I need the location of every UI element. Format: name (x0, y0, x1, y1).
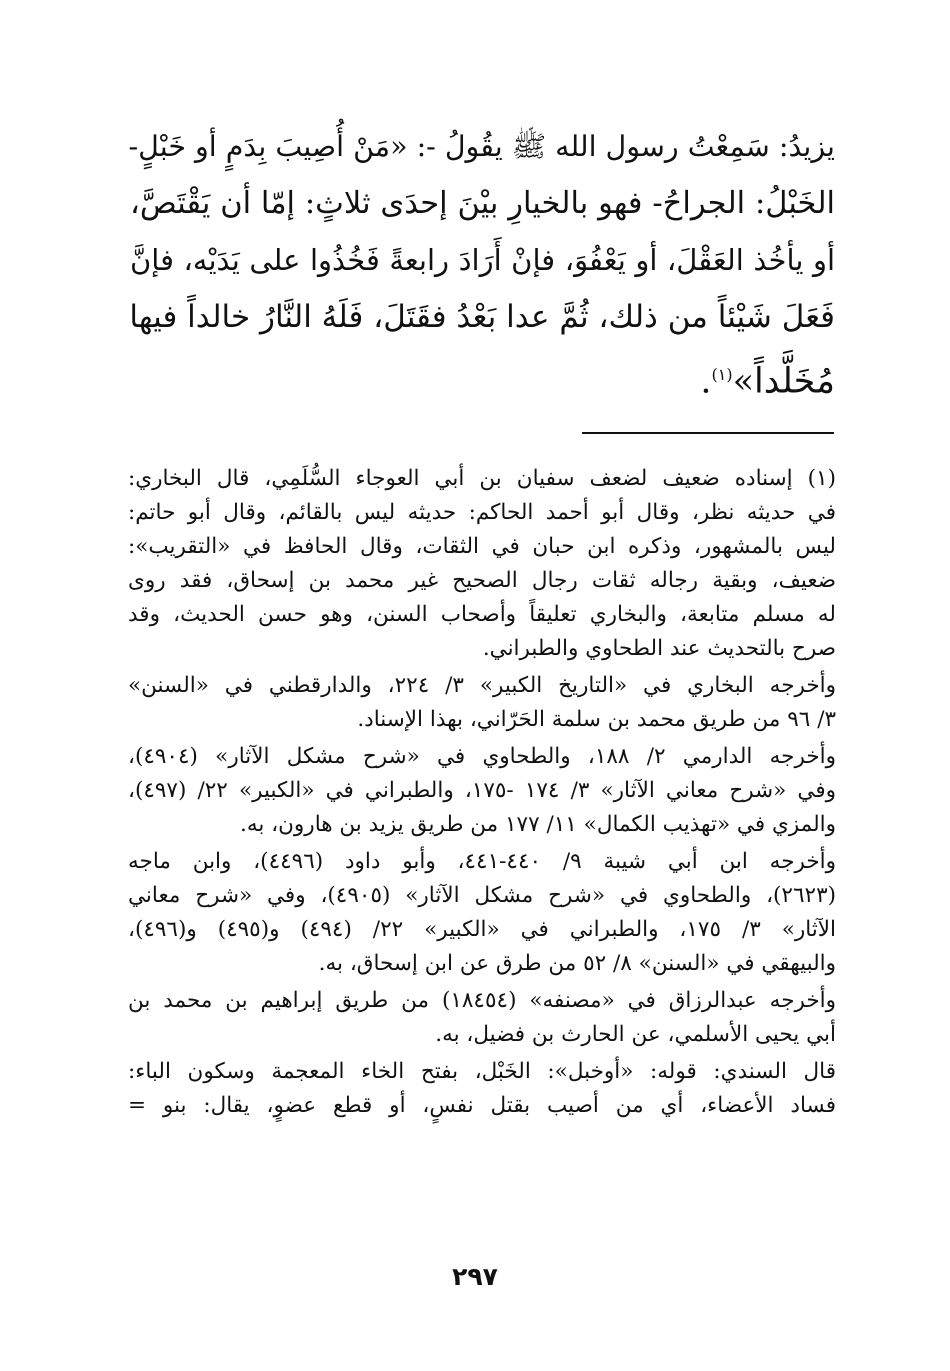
main-line: فَعَلَ شَيْئاً من ذلك، ثُمَّ عدا بَعْدُ فقَتَلَ، فَلَهُ النَّارُ خالداً فيها (129, 299, 835, 335)
footnote-paragraph (128, 984, 836, 1052)
main-line: يزيدُ: سَمِعْتُ رسول الله ﷺ يقُولُ -: «مَنْ أُصِيبَ بِدَمٍ أو خَبْلٍ- (128, 130, 835, 163)
footnote-line: وأخرجه ابن أبي شيبة ٩/ ٤٤٠-٤٤١، وأبو داود (٤٤٩٦)، وابن ماجه (128, 849, 837, 874)
footnote-line: (١) إسناده ضعيف لضعف سفيان بن أبي العوجاء السُّلَمِي، قال البخاري: (128, 466, 836, 491)
footnote-paragraph (128, 462, 836, 666)
footnote-paragraph (128, 845, 836, 981)
page-number: ٢٩٧ (452, 1262, 498, 1291)
footnote-line: في حديثه نظر، وقال أبو أحمد الحاكم: حديثه ليس بالقائم، وقال أبو حاتم: (128, 500, 836, 525)
footnote-line: أبي يحيى الأسلمي، عن الحارث بن فضيل، به. (435, 1022, 836, 1047)
footnote-line: صرح بالتحديث عند الطحاوي والطبراني. (482, 636, 836, 661)
hadith-text (130, 118, 835, 403)
footnote-line: قال السندي: قوله: «أوخبل»: الخَبْل، بفتح الخاء المعجمة وسكون الباء: (128, 1059, 836, 1084)
footnote-paragraph (128, 1055, 836, 1123)
footnote-line: وأخرجه عبدالرزاق في «مصنفه» (١٨٤٥٤) من طريق إبراهيم بن محمد بن (128, 988, 836, 1013)
footnote-line: الآثار» ٣/ ١٧٥، والطبراني في «الكبير» ٢٢/ (٤٩٤) و(٤٩٥) و(٤٩٦)، (128, 917, 837, 942)
footnote-line: وأخرجه الدارمي ٢/ ١٨٨، والطحاوي في «شرح مشكل الآثار» (٤٩٠٤)، (128, 744, 836, 769)
main-line: الخَبْلُ: الجراحُ- فهو بالخيارِ بيْنَ إحدَى ثلاثٍ: إمّا أن يَقْتَصَّ، (130, 186, 835, 221)
footnote-line: وفي «شرح معاني الآثار» ٣/ ١٧٤ -١٧٥، والطبراني في «الكبير» ٢٢/ (٤٩٧)، (128, 778, 836, 803)
footnote-paragraph (128, 740, 836, 842)
main-line-last (130, 346, 835, 403)
footnote-line: له مسلم متابعة، والبخاري تعليقاً وأصحاب السنن، وهو حسن الحديث، وقد (128, 602, 836, 627)
footnotes (128, 462, 836, 1123)
footnote-line: ضعيف، وبقية رجاله ثقات رجال الصحيح غير محمد بن إسحاق، فقد روى (128, 568, 836, 593)
footnote-line: ليس بالمشهور، وذكره ابن حبان في الثقات، وقال الحافظ في «التقريب»: (128, 534, 836, 559)
footnote-reference: (١) (711, 365, 733, 384)
footnote-line: والمزي في «تهذيب الكمال» ١١/ ١٧٧ من طريق يزيد بن هارون، به. (240, 812, 836, 837)
main-line-text: مُخَلَّداً» (732, 361, 835, 402)
main-line: أو يأخُذ العَقْلَ، أو يَعْفُوَ، فإنْ أَرَادَ رابعةً فَخُذُوا على يَدَيْه، فإنَّ (130, 243, 835, 277)
footnote-line: (٢٦٢٣)، والطحاوي في «شرح مشكل الآثار» (٤٩٠٥)، وفي «شرح معاني (128, 883, 837, 908)
footnote-paragraph (128, 669, 836, 737)
footnote-line: وأخرجه البخاري في «التاريخ الكبير» ٣/ ٢٢٤، والدارقطني في «السنن» (128, 673, 837, 698)
footnote-line: والبيهقي في «السنن» ٨/ ٥٢ من طرق عن ابن إسحاق، به. (318, 951, 836, 976)
footnote-line: فساد الأعضاء، أي من أصيب بقتل نفسٍ، أو قطع عضوٍ، يقال: بنو = (128, 1093, 836, 1118)
footnote-line: ٣/ ٩٦ من طريق محمد بن سلمة الحَرّاني، بهذا الإسناد. (357, 707, 836, 732)
footnote-separator (582, 432, 834, 434)
full-stop: . (700, 361, 712, 402)
